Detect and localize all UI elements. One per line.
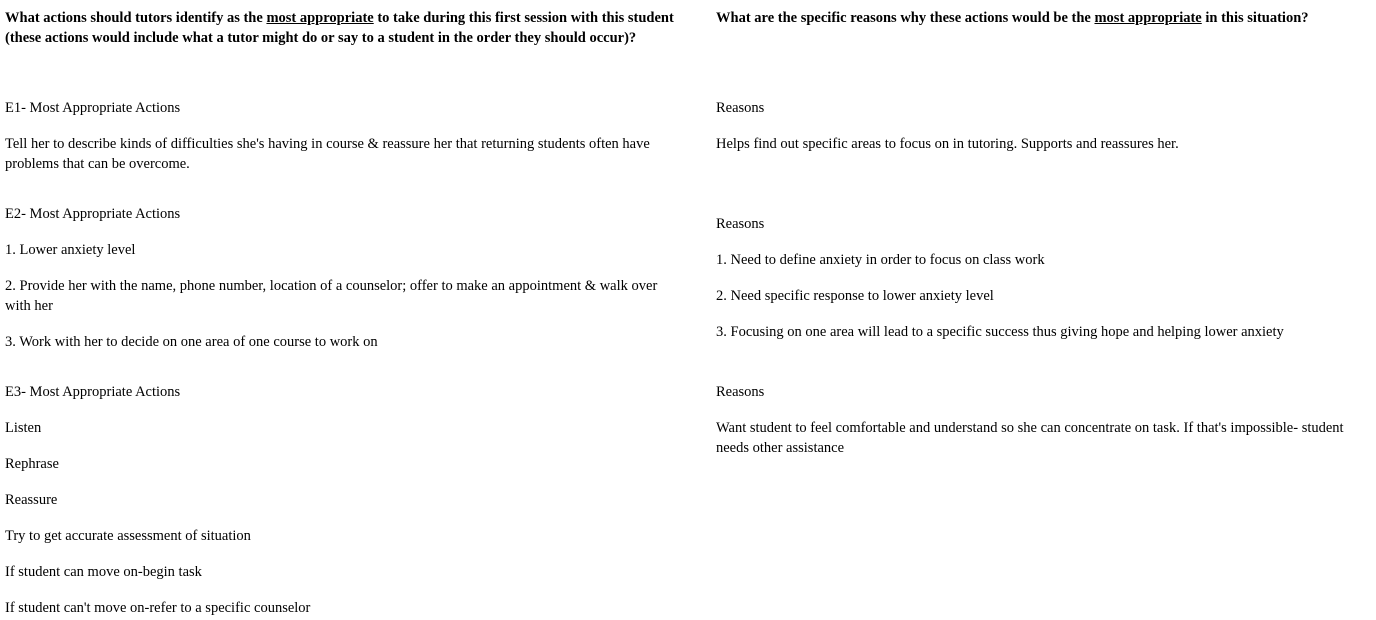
e3-heading: E3- Most Appropriate Actions — [5, 384, 181, 400]
e2-reason-2: 2. Need specific response to lower anxiety level — [716, 288, 994, 304]
e2-action-1: 1. Lower anxiety level — [5, 242, 136, 258]
e2-reason-3: 3. Focusing on one area will lead to a specific success thus giving hope and helping lower anxiety — [716, 324, 1284, 340]
e2-heading: E2- Most Appropriate Actions — [5, 206, 181, 222]
e3-action-1: Listen — [5, 420, 42, 436]
e1-heading: E1- Most Appropriate Actions — [5, 100, 181, 116]
e3-action-5: If student can move on-begin task — [5, 564, 202, 580]
e2-action-2: 2. Provide her with the name, phone number, location of a counselor; offer to make an appointment & walk over with her — [5, 278, 658, 314]
e1-action: Tell her to describe kinds of difficulties she's having in course & reassure her that returning students often have problems that can be overcome. — [5, 136, 650, 172]
e2-reason-1: 1. Need to define anxiety in order to focus on class work — [716, 252, 1045, 268]
e1-reason: Helps find out specific areas to focus on in tutoring. Supports and reassures her. — [716, 136, 1179, 152]
left-question-emphasis: most appropriate — [266, 10, 374, 26]
right-question-emphasis: most appropriate — [1094, 10, 1202, 26]
e3-reasons-heading: Reasons — [716, 384, 765, 400]
e3-action-4: Try to get accurate assessment of situation — [5, 528, 251, 544]
e3-action-6: If student can't move on-refer to a specific counselor — [5, 600, 311, 616]
e3-action-3: Reassure — [5, 492, 58, 508]
e2-action-3: 3. Work with her to decide on one area of one course to work on — [5, 334, 378, 350]
e2-reasons-heading: Reasons — [716, 216, 765, 232]
e3-reason: Want student to feel comfortable and understand so she can concentrate on task. If that's impossible- student needs other assistance — [716, 420, 1344, 456]
left-question-heading: What actions should tutors identify as the most appropriate to take during this first session with this student (these actions would include what a tutor might do or say to a student in the order they should occur)? — [5, 10, 674, 46]
e3-action-2: Rephrase — [5, 456, 59, 472]
right-question-heading: What are the specific reasons why these actions would be the most appropriate in this situation? — [716, 10, 1309, 26]
e1-reasons-heading: Reasons — [716, 100, 765, 116]
